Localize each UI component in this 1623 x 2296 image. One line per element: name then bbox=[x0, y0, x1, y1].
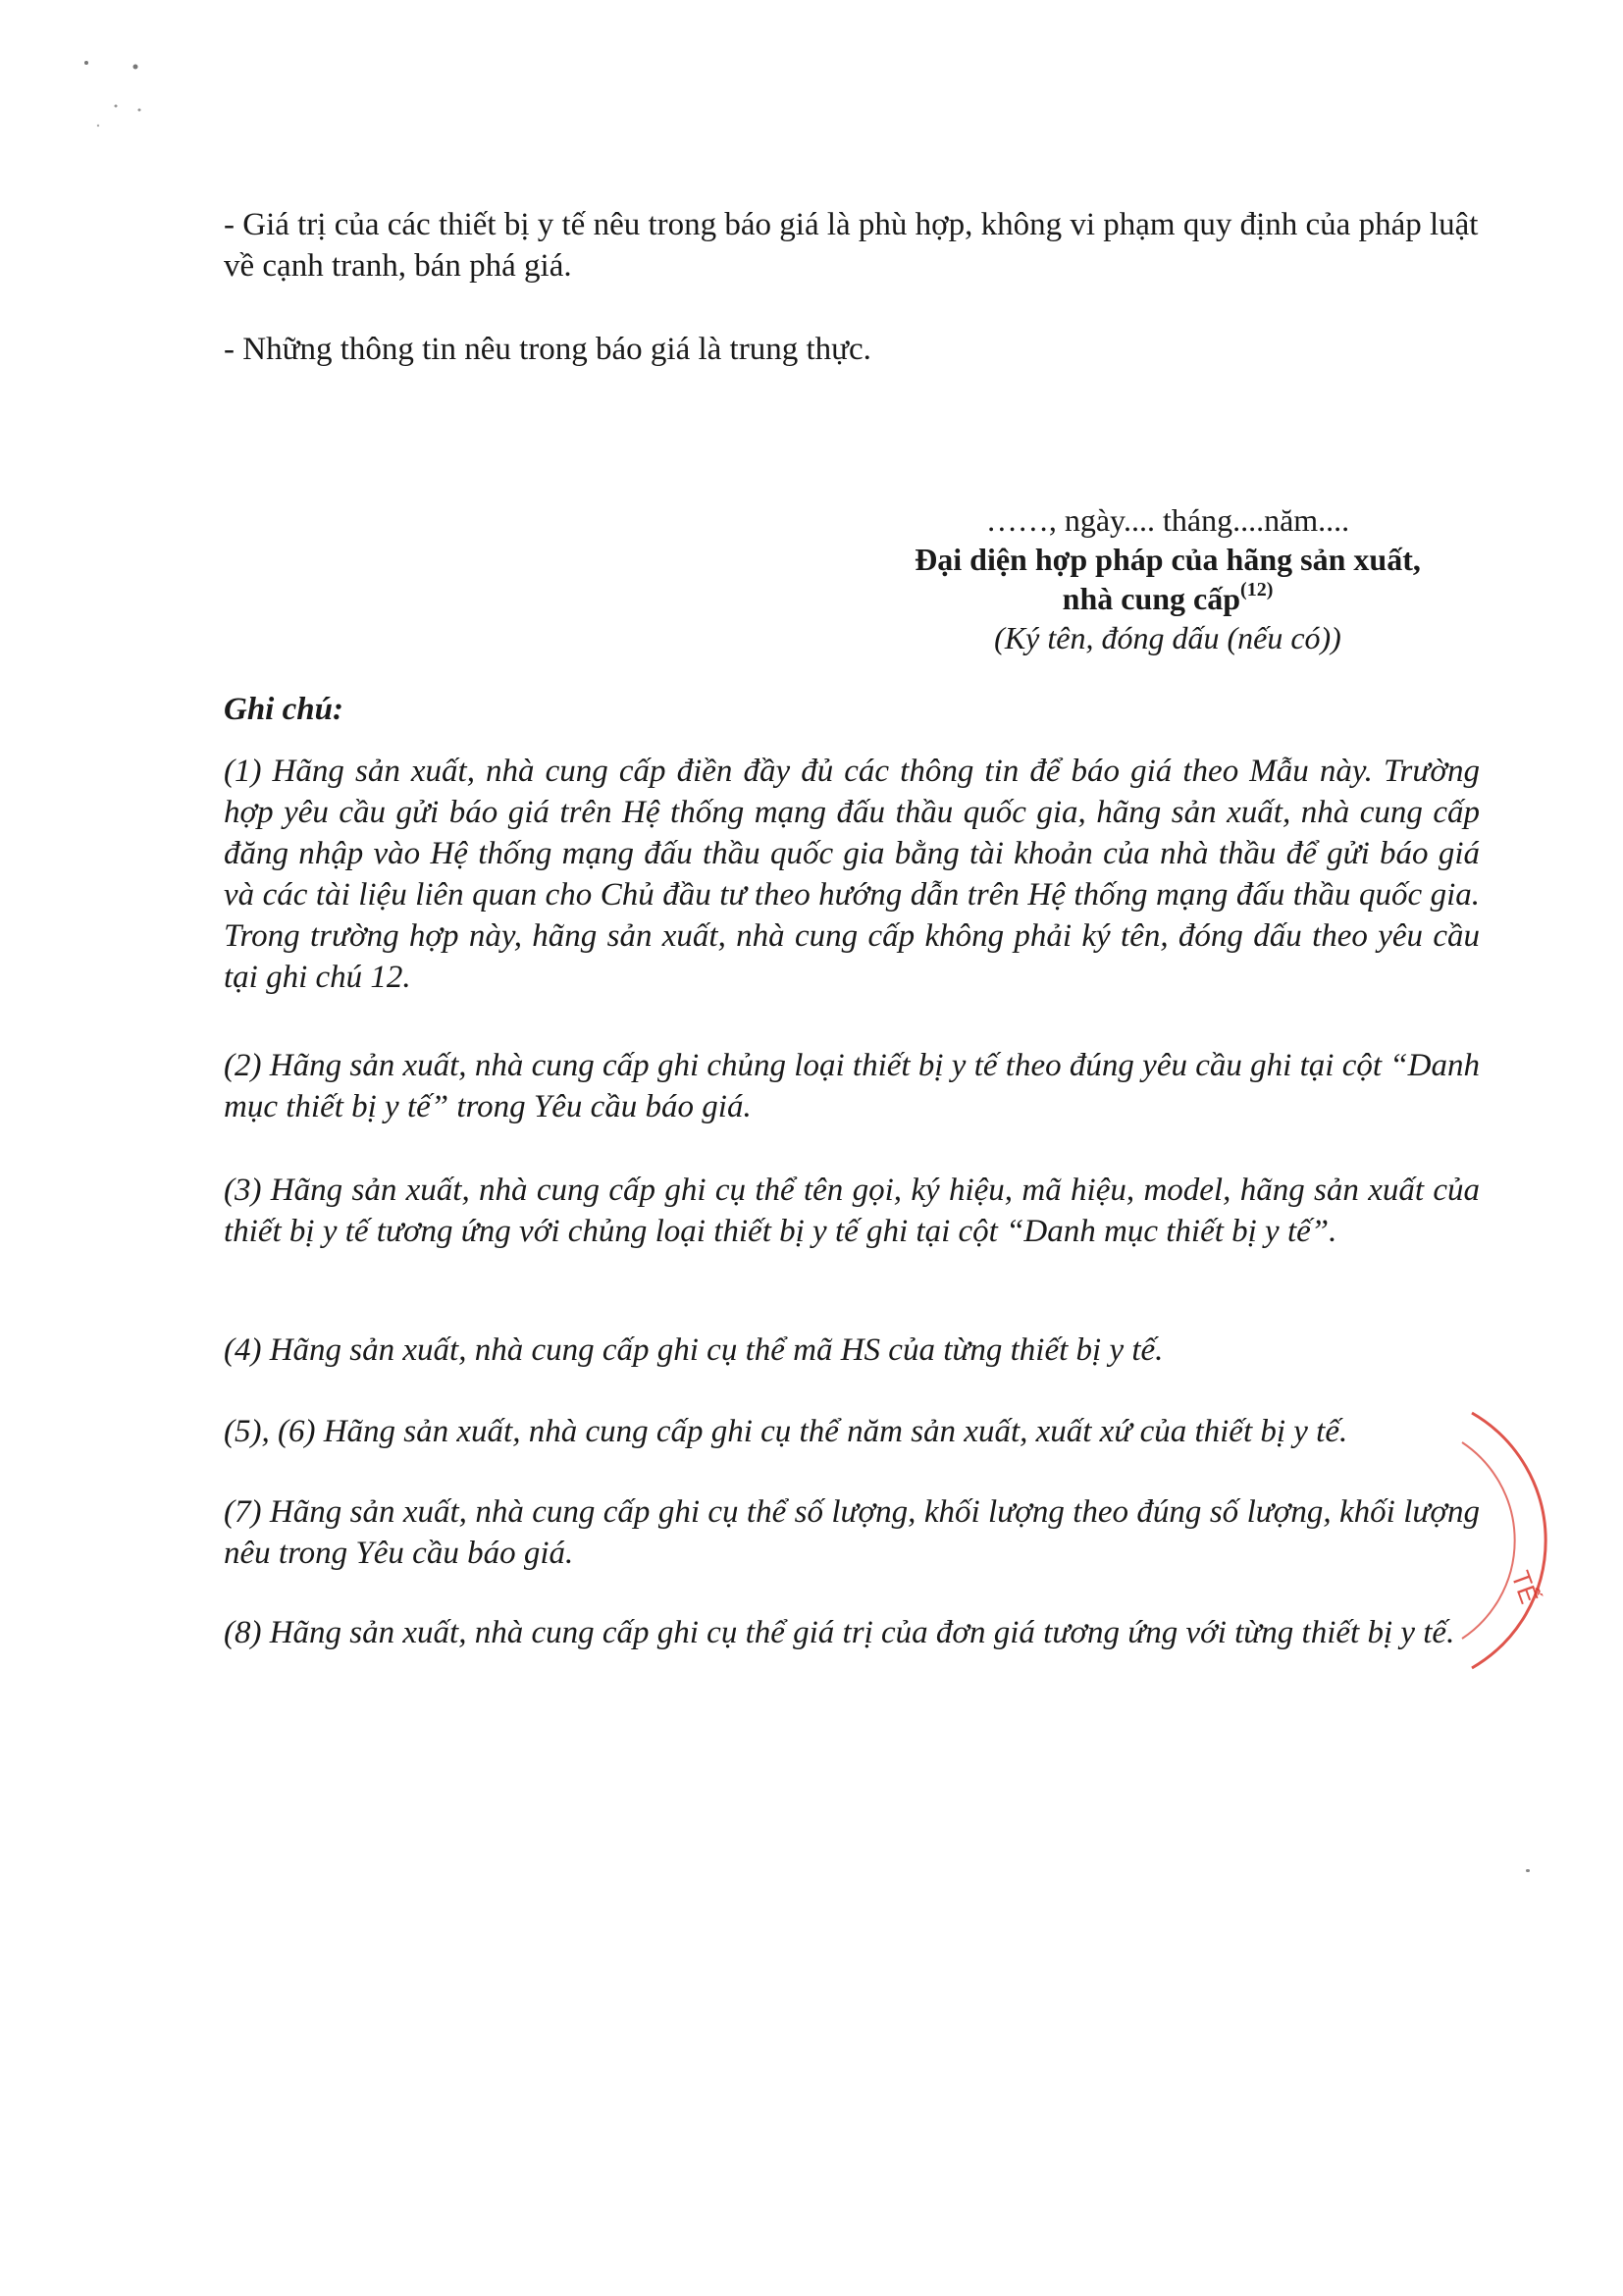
note-item: (5), (6) Hãng sản xuất, nhà cung cấp ghi cụ thể năm sản xuất, xuất xứ của thiết bị y tế. bbox=[224, 1414, 1348, 1449]
red-stamp-fragment bbox=[1433, 1393, 1580, 1688]
note-item: (4) Hãng sản xuất, nhà cung cấp ghi cụ thể mã HS của từng thiết bị y tế. bbox=[224, 1332, 1164, 1368]
note-item: (2) Hãng sản xuất, nhà cung cấp ghi chủng loại thiết bị y tế theo đúng yêu cầu ghi tại cột “Danh mục thiết bị y tế” trong Yêu cầu báo giá. bbox=[224, 1048, 1480, 1124]
scan-speck bbox=[1526, 1869, 1530, 1872]
representative-line-2-text: nhà cung cấp bbox=[1062, 581, 1241, 616]
bullet-price-compliance: - Giá trị của các thiết bị y tế nêu trong báo giá là phù hợp, không vi phạm quy định của pháp luật về cạnh tranh, bán phá giá. bbox=[224, 207, 1479, 284]
note-item: (3) Hãng sản xuất, nhà cung cấp ghi cụ thể tên gọi, ký hiệu, mã hiệu, model, hãng sản xuất của thiết bị y tế tương ứng với chủng loại thiết bị y tế ghi tại cột “Danh mục thiết bị y tế”. bbox=[224, 1173, 1480, 1249]
footnote-marker-12: (12) bbox=[1240, 579, 1274, 600]
note-item: (8) Hãng sản xuất, nhà cung cấp ghi cụ thể giá trị của đơn giá tương ứng với từng thiết bị y tế. bbox=[224, 1615, 1455, 1650]
bullet-truthful-info: - Những thông tin nêu trong báo giá là trung thực. bbox=[224, 332, 871, 367]
note-item: (1) Hãng sản xuất, nhà cung cấp điền đầy đủ các thông tin để báo giá theo Mẫu này. Trường hợp yêu cầu gửi báo giá trên Hệ thống mạng đấu thầu quốc gia, hãng sản xuất, nhà cung cấp đăng nhập vào Hệ thống mạng đấu thầu quốc gia bằng tài khoản của nhà thầu để gửi báo giá và các tài liệu liên quan cho Chủ đầu tư theo hướng dẫn trên Hệ thống mạng đấu thầu quốc gia. Trong trường hợp này, hãng sản xuất, nhà cung cấp không phải ký tên, đóng dấu theo yêu cầu tại ghi chú 12. bbox=[224, 754, 1480, 995]
representative-line-1: Đại diện hợp pháp của hãng sản xuất, bbox=[915, 542, 1421, 577]
signature-date-line: ……, ngày.... tháng....năm.... bbox=[985, 502, 1350, 538]
note-item: (7) Hãng sản xuất, nhà cung cấp ghi cụ thể số lượng, khối lượng theo đúng số lượng, khối lượng nêu trong Yêu cầu báo giá. bbox=[224, 1494, 1480, 1571]
representative-line-2 bbox=[814, 579, 1521, 618]
scan-specks bbox=[69, 49, 157, 137]
stamp-text: TẾ bbox=[1505, 1566, 1544, 1608]
notes-heading: Ghi chú: bbox=[224, 692, 343, 727]
sign-instruction: (Ký tên, đóng dấu (nếu có)) bbox=[994, 620, 1341, 655]
signature-block bbox=[814, 500, 1521, 657]
